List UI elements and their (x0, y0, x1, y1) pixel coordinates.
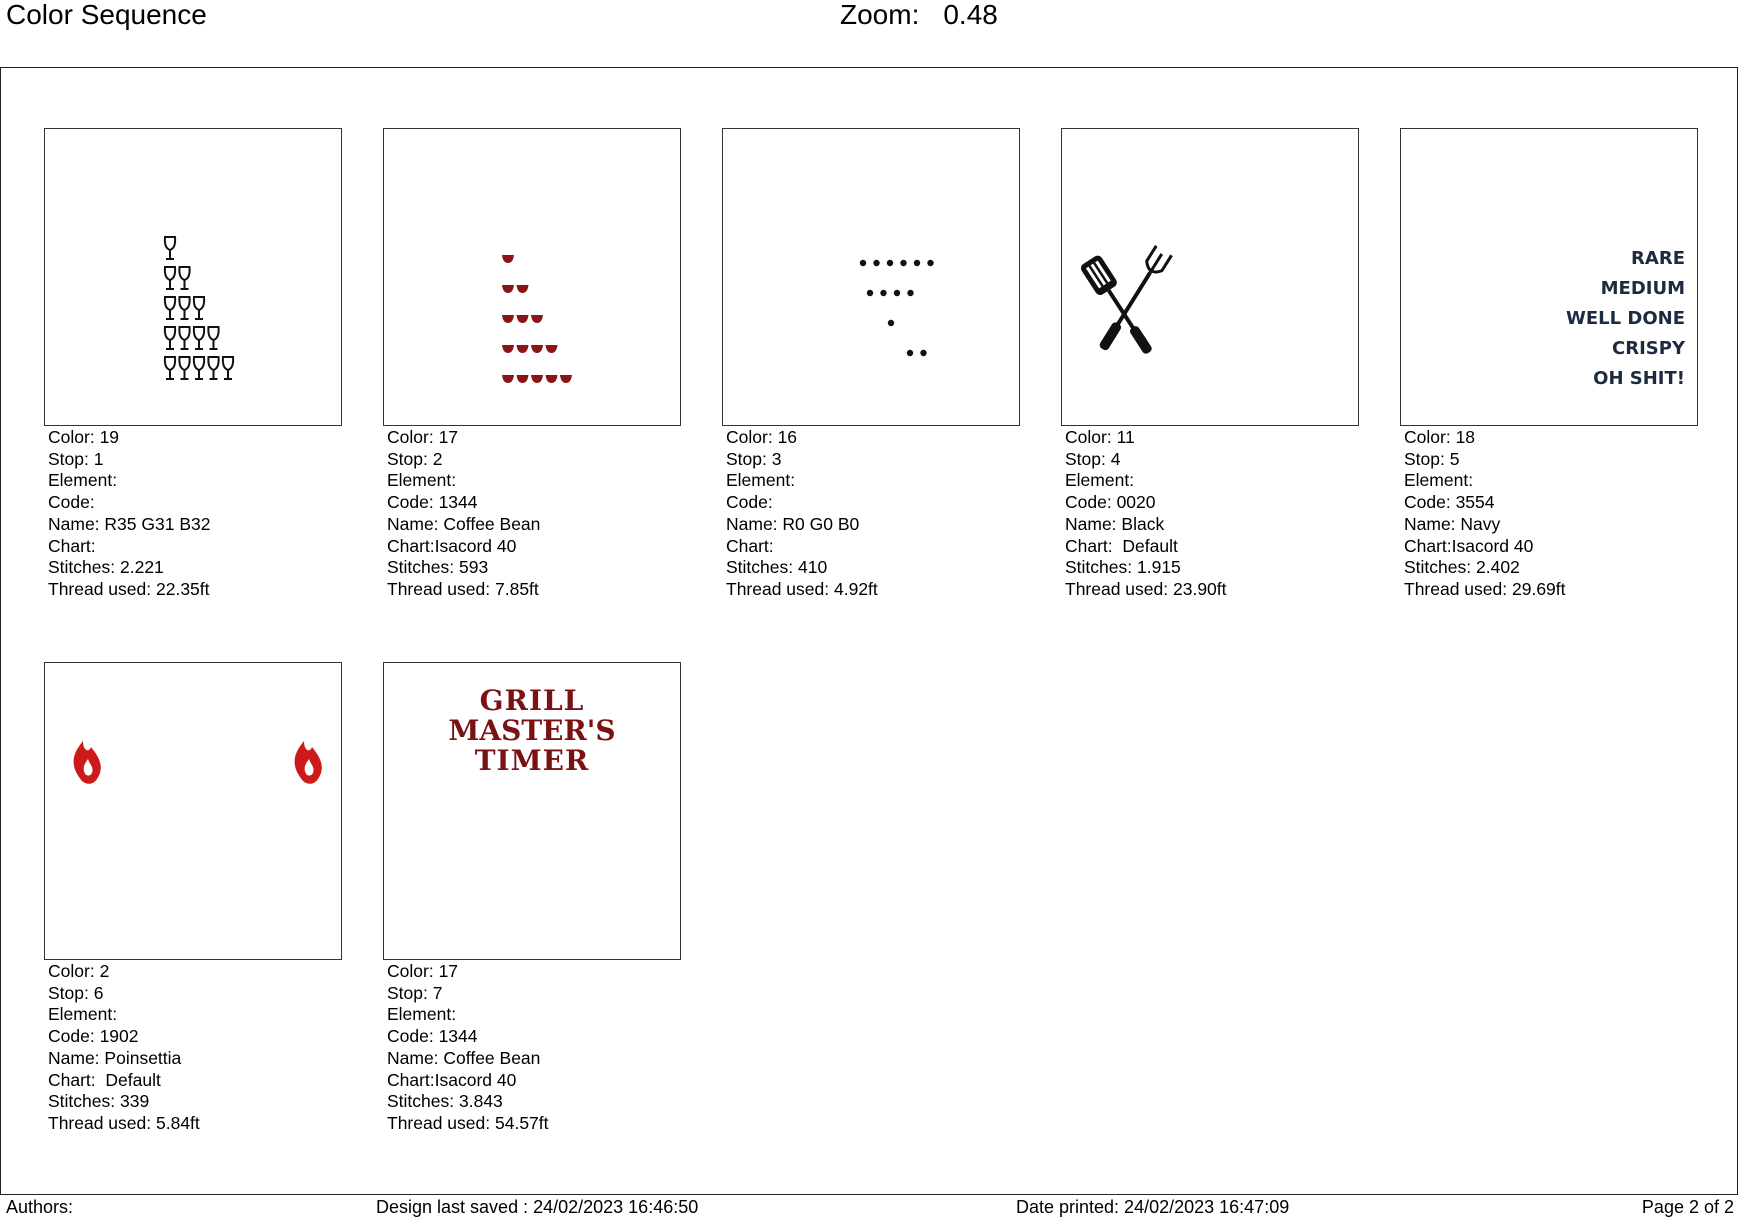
thread-row: Thread used: 7.85ft (387, 578, 539, 599)
color-card-6 (44, 662, 342, 1135)
wine-fill-icon (384, 129, 680, 425)
color-info-7 (383, 961, 681, 1135)
authors-label: Authors: (6, 1197, 74, 1217)
wine-glass-icon (208, 327, 218, 340)
color-info-5 (1400, 427, 1698, 601)
color-row: Color: 17 (387, 427, 459, 447)
element-row: Element: (1404, 470, 1474, 491)
code-row: Code: 3554 (1404, 492, 1495, 513)
wine-glasses-pyramid-icon (45, 129, 341, 425)
color-info-3 (722, 427, 1020, 601)
code-row: Code: 1344 (387, 492, 478, 513)
color-card-3 (722, 128, 1020, 601)
design-last-saved: Design last saved : 24/02/2023 16:46:50 (376, 1197, 699, 1217)
dot-icon (907, 350, 913, 356)
wine-glass-icon (165, 327, 175, 340)
flame-icon (295, 741, 322, 784)
color-card-7 (383, 662, 681, 1135)
color-info-6 (44, 961, 342, 1135)
wine-glass-icon (165, 357, 175, 370)
chart-row: Chart:Isacord 40 (387, 1069, 517, 1090)
zoom-label: Zoom: (840, 0, 920, 30)
wine-fill-icon (546, 375, 558, 383)
wine-fill-icon (502, 255, 514, 263)
doneness-line: OH SHIT! (1593, 368, 1685, 389)
wine-glass-icon (223, 357, 233, 370)
wine-fill-icon (502, 375, 514, 383)
grill-title-line: GRILL (479, 684, 585, 717)
color-info-2 (383, 427, 681, 601)
thread-row: Thread used: 54.57ft (387, 1112, 549, 1133)
wine-glass-icon (208, 357, 218, 370)
zoom-readout (840, 0, 998, 30)
name-row: Name: Black (1065, 513, 1165, 534)
name-row: Name: Poinsettia (48, 1047, 182, 1068)
element-row: Element: (387, 1004, 457, 1025)
chart-row: Chart: Default (1065, 535, 1178, 556)
doneness-line: WELL DONE (1566, 308, 1685, 329)
dot-icon (920, 350, 926, 356)
doneness-text (1401, 129, 1697, 425)
color-card-5 (1400, 128, 1698, 601)
chart-row: Chart:Isacord 40 (387, 535, 517, 556)
code-row: Code: 1902 (48, 1026, 139, 1047)
page-number: Page 2 of 2 (1641, 1197, 1734, 1217)
grill-title-line: MASTER'S (448, 714, 616, 747)
element-row: Element: (387, 470, 457, 491)
page-title: Color Sequence (6, 0, 207, 30)
dot-icon (927, 260, 933, 266)
color-card-4 (1061, 128, 1359, 601)
stop-row: Stop: 2 (387, 448, 443, 469)
color-row: Color: 2 (48, 961, 110, 981)
element-row: Element: (48, 1004, 118, 1025)
stop-row: Stop: 1 (48, 448, 104, 469)
color-info-1 (44, 427, 342, 601)
color-card-2 (383, 128, 681, 601)
wine-glass-icon (194, 357, 204, 370)
wine-glass-icon (179, 327, 189, 340)
color-row: Color: 16 (726, 427, 798, 447)
flame-icon (45, 663, 341, 959)
wine-fill-icon (531, 345, 543, 353)
stop-row: Stop: 7 (387, 982, 443, 1003)
wine-fill-icon (531, 375, 543, 383)
spatula-fork-icon (1062, 129, 1358, 425)
color-card-1 (44, 128, 342, 601)
thumbnail-1 (44, 128, 342, 426)
chart-row: Chart: (726, 535, 774, 556)
wine-fill-icon (502, 345, 514, 353)
name-row: Name: Navy (1404, 513, 1501, 534)
dots-icon (723, 129, 1019, 425)
dot-icon (888, 320, 894, 326)
dot-icon (887, 260, 893, 266)
wine-fill-icon (517, 285, 529, 293)
wine-glass-icon (179, 357, 189, 370)
stop-row: Stop: 5 (1404, 448, 1460, 469)
thread-row: Thread used: 29.69ft (1404, 578, 1566, 599)
color-info-4 (1061, 427, 1359, 601)
zoom-value: 0.48 (943, 0, 998, 30)
wine-glass-icon (179, 297, 189, 310)
wine-glass-icon (165, 237, 175, 250)
color-row: Color: 11 (1065, 427, 1135, 447)
thread-row: Thread used: 23.90ft (1065, 578, 1227, 599)
wine-fill-icon (502, 285, 514, 293)
color-row: Color: 17 (387, 961, 459, 981)
element-row: Element: (48, 470, 118, 491)
stitches-row: Stitches: 593 (387, 557, 489, 578)
wine-glass-icon (194, 327, 204, 340)
dot-icon (880, 290, 886, 296)
dot-icon (867, 290, 873, 296)
dot-icon (907, 290, 913, 296)
wine-fill-icon (517, 345, 529, 353)
element-row: Element: (726, 470, 796, 491)
code-row: Code: 0020 (1065, 492, 1156, 513)
wine-fill-icon (517, 315, 529, 323)
thumbnail-3 (722, 128, 1020, 426)
thumbnail-6 (44, 662, 342, 960)
chart-row: Chart: (48, 535, 96, 556)
color-row: Color: 18 (1404, 427, 1476, 447)
wine-glass-icon (179, 267, 189, 280)
dot-icon (900, 260, 906, 266)
stitches-row: Stitches: 410 (726, 557, 828, 578)
date-printed: Date printed: 24/02/2023 16:47:09 (1016, 1197, 1290, 1217)
name-row: Name: R35 G31 B32 (48, 513, 211, 534)
doneness-line: MEDIUM (1600, 278, 1685, 299)
chart-row: Chart:Isacord 40 (1404, 535, 1534, 556)
stitches-row: Stitches: 2.402 (1404, 557, 1520, 578)
grill-title-line: TIMER (474, 744, 590, 777)
thumbnail-2 (383, 128, 681, 426)
doneness-line: RARE (1631, 248, 1685, 269)
code-row: Code: (726, 492, 773, 513)
name-row: Name: Coffee Bean (387, 1047, 541, 1068)
chart-row: Chart: Default (48, 1069, 161, 1090)
wine-glass-icon (165, 267, 175, 280)
thread-row: Thread used: 22.35ft (48, 578, 210, 599)
thumbnail-4 (1061, 128, 1359, 426)
color-sequence-frame (0, 67, 1738, 1195)
wine-fill-icon (502, 315, 514, 323)
stop-row: Stop: 3 (726, 448, 782, 469)
wine-glass-icon (194, 297, 204, 310)
stitches-row: Stitches: 3.843 (387, 1091, 503, 1112)
dot-icon (894, 290, 900, 296)
dot-icon (873, 260, 879, 266)
dot-icon (914, 260, 920, 266)
stitches-row: Stitches: 339 (48, 1091, 150, 1112)
thread-row: Thread used: 4.92ft (726, 578, 878, 599)
wine-fill-icon (560, 375, 572, 383)
flame-icon (74, 741, 101, 784)
grill-title-text (384, 663, 680, 959)
code-row: Code: (48, 492, 95, 513)
dot-icon (860, 260, 866, 266)
thumbnail-5 (1400, 128, 1698, 426)
stitches-row: Stitches: 1.915 (1065, 557, 1181, 578)
wine-fill-icon (546, 345, 558, 353)
stop-row: Stop: 4 (1065, 448, 1121, 469)
doneness-line: CRISPY (1612, 338, 1685, 359)
wine-glass-icon (165, 297, 175, 310)
thumbnail-7 (383, 662, 681, 960)
stop-row: Stop: 6 (48, 982, 104, 1003)
name-row: Name: R0 G0 B0 (726, 513, 860, 534)
name-row: Name: Coffee Bean (387, 513, 541, 534)
wine-fill-icon (531, 315, 543, 323)
wine-fill-icon (517, 375, 529, 383)
thread-row: Thread used: 5.84ft (48, 1112, 200, 1133)
code-row: Code: 1344 (387, 1026, 478, 1047)
element-row: Element: (1065, 470, 1135, 491)
color-row: Color: 19 (48, 427, 120, 447)
stitches-row: Stitches: 2.221 (48, 557, 164, 578)
